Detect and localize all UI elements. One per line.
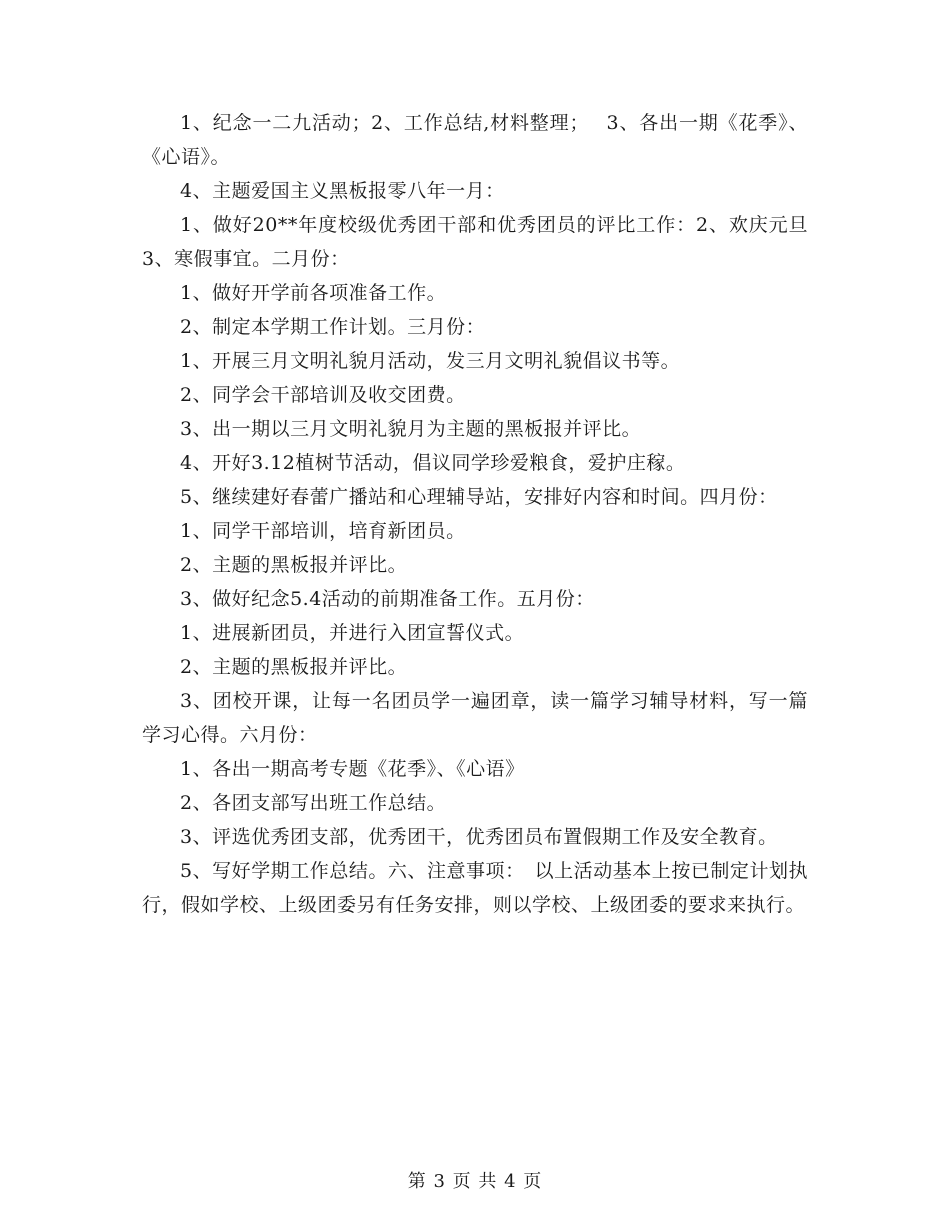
paragraph: 1、做好20**年度校级优秀团干部和优秀团员的评比工作：2、欢庆元旦 3、寒假事宜。二月份： bbox=[142, 214, 808, 270]
paragraph: 1、进展新团员，并进行入团宣誓仪式。 bbox=[180, 622, 525, 644]
paragraph: 2、主题的黑板报并评比。 bbox=[180, 554, 408, 576]
paragraph: 4、开好3.12植树节活动，倡议同学珍爱粮食，爱护庄稼。 bbox=[180, 452, 686, 474]
page-number-footer: 第 3 页 共 4 页 bbox=[407, 1171, 543, 1192]
paragraph: 2、各团支部写出班工作总结。 bbox=[180, 792, 447, 814]
paragraph: 3、评选优秀团支部，优秀团干，优秀团员布置假期工作及安全教育。 bbox=[180, 826, 778, 848]
paragraph: 1、纪念一二九活动；2、工作总结,材料整理； 3、各出一期《花季》、《心语》。 bbox=[142, 112, 808, 168]
paragraph: 4、主题爱国主义黑板报零八年一月： bbox=[180, 180, 505, 202]
paragraph: 5、继续建好春蕾广播站和心理辅导站，安排好内容和时间。四月份： bbox=[180, 486, 778, 508]
paragraph: 1、开展三月文明礼貌月活动，发三月文明礼貌倡议书等。 bbox=[180, 350, 681, 372]
paragraph: 2、制定本学期工作计划。三月份： bbox=[180, 316, 486, 338]
paragraph: 1、各出一期高考专题《花季》、《心语》 bbox=[180, 758, 525, 780]
paragraph: 5、写好学期工作总结。六、注意事项： 以上活动基本上按已制定计划执行，假如学校、上级团委另有任务安排，则以学校、上级团委的要求来执行。 bbox=[142, 860, 808, 916]
paragraph: 3、出一期以三月文明礼貌月为主题的黑板报并评比。 bbox=[180, 418, 642, 440]
paragraph: 1、做好开学前各项准备工作。 bbox=[180, 282, 447, 304]
paragraph: 3、团校开课，让每一名团员学一遍团章，读一篇学习辅导材料，写一篇学习心得。六月份： bbox=[142, 690, 808, 746]
document-body bbox=[142, 106, 808, 922]
paragraph: 3、做好纪念5.4活动的前期准备工作。五月份： bbox=[180, 588, 595, 610]
paragraph: 1、同学干部培训，培育新团员。 bbox=[180, 520, 466, 542]
paragraph: 2、主题的黑板报并评比。 bbox=[180, 656, 408, 678]
paragraph: 2、同学会干部培训及收交团费。 bbox=[180, 384, 466, 406]
